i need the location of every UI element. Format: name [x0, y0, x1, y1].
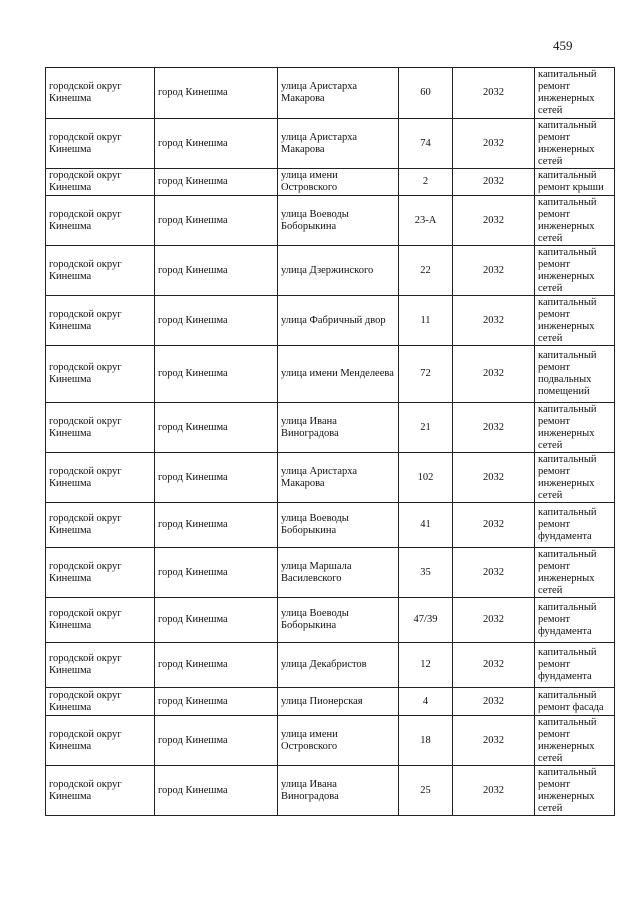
- work-type-cell: капитальный ремонт инженерных сетей: [535, 196, 615, 246]
- house-number-cell: 41: [399, 503, 453, 548]
- city-cell: город Кинешма: [155, 548, 278, 598]
- house-number-cell: 25: [399, 766, 453, 816]
- district-cell: городской округ Кинешма: [46, 403, 155, 453]
- street-cell: улица Фабричный двор: [278, 296, 399, 346]
- district-cell: городской округ Кинешма: [46, 643, 155, 688]
- work-type-cell: капитальный ремонт инженерных сетей: [535, 766, 615, 816]
- city-cell: город Кинешма: [155, 403, 278, 453]
- registry-body: [46, 68, 615, 816]
- table-row: [46, 403, 615, 453]
- table-row: [46, 688, 615, 716]
- city-cell: город Кинешма: [155, 453, 278, 503]
- work-type-cell: капитальный ремонт инженерных сетей: [535, 119, 615, 169]
- work-type-cell: капитальный ремонт инженерных сетей: [535, 548, 615, 598]
- street-cell: улица Аристарха Макарова: [278, 119, 399, 169]
- table-row: [46, 169, 615, 196]
- page-number: 459: [553, 38, 573, 53]
- city-cell: город Кинешма: [155, 68, 278, 119]
- house-number-cell: 22: [399, 246, 453, 296]
- city-cell: город Кинешма: [155, 643, 278, 688]
- street-cell: улица Ивана Виноградова: [278, 766, 399, 816]
- year-cell: 2032: [453, 403, 535, 453]
- district-cell: городской округ Кинешма: [46, 68, 155, 119]
- year-cell: 2032: [453, 246, 535, 296]
- table-row: [46, 548, 615, 598]
- work-type-cell: капитальный ремонт инженерных сетей: [535, 716, 615, 766]
- house-number-cell: 21: [399, 403, 453, 453]
- city-cell: город Кинешма: [155, 246, 278, 296]
- city-cell: город Кинешма: [155, 716, 278, 766]
- house-number-cell: 2: [399, 169, 453, 196]
- district-cell: городской округ Кинешма: [46, 716, 155, 766]
- year-cell: 2032: [453, 119, 535, 169]
- district-cell: городской округ Кинешма: [46, 453, 155, 503]
- house-number-cell: 35: [399, 548, 453, 598]
- city-cell: город Кинешма: [155, 296, 278, 346]
- street-cell: улица Воеводы Боборыкина: [278, 598, 399, 643]
- table-row: [46, 68, 615, 119]
- table-row: [46, 453, 615, 503]
- table-row: [46, 503, 615, 548]
- work-type-cell: капитальный ремонт фундамента: [535, 503, 615, 548]
- house-number-cell: 18: [399, 716, 453, 766]
- city-cell: город Кинешма: [155, 766, 278, 816]
- house-number-cell: 102: [399, 453, 453, 503]
- work-type-cell: капитальный ремонт инженерных сетей: [535, 403, 615, 453]
- house-number-cell: 12: [399, 643, 453, 688]
- street-cell: улица имени Островского: [278, 169, 399, 196]
- house-number-cell: 11: [399, 296, 453, 346]
- table-row: [46, 716, 615, 766]
- table-row: [46, 346, 615, 403]
- year-cell: 2032: [453, 346, 535, 403]
- house-number-cell: 47/39: [399, 598, 453, 643]
- work-type-cell: капитальный ремонт фундамента: [535, 598, 615, 643]
- district-cell: городской округ Кинешма: [46, 296, 155, 346]
- table-row: [46, 643, 615, 688]
- city-cell: город Кинешма: [155, 169, 278, 196]
- district-cell: городской округ Кинешма: [46, 598, 155, 643]
- table-row: [46, 766, 615, 816]
- district-cell: городской округ Кинешма: [46, 548, 155, 598]
- year-cell: 2032: [453, 453, 535, 503]
- city-cell: город Кинешма: [155, 503, 278, 548]
- street-cell: улица имени Менделеева: [278, 346, 399, 403]
- street-cell: улица Аристарха Макарова: [278, 68, 399, 119]
- work-type-cell: капитальный ремонт крыши: [535, 169, 615, 196]
- district-cell: городской округ Кинешма: [46, 169, 155, 196]
- table-row: [46, 196, 615, 246]
- work-type-cell: капитальный ремонт фундамента: [535, 643, 615, 688]
- city-cell: город Кинешма: [155, 598, 278, 643]
- work-type-cell: капитальный ремонт подвальных помещений: [535, 346, 615, 403]
- street-cell: улица Аристарха Макарова: [278, 453, 399, 503]
- work-type-cell: капитальный ремонт инженерных сетей: [535, 453, 615, 503]
- work-type-cell: капитальный ремонт инженерных сетей: [535, 246, 615, 296]
- district-cell: городской округ Кинешма: [46, 766, 155, 816]
- street-cell: улица Дзержинского: [278, 246, 399, 296]
- street-cell: улица Воеводы Боборыкина: [278, 503, 399, 548]
- city-cell: город Кинешма: [155, 119, 278, 169]
- table-row: [46, 598, 615, 643]
- street-cell: улица Маршала Василевского: [278, 548, 399, 598]
- year-cell: 2032: [453, 169, 535, 196]
- city-cell: город Кинешма: [155, 346, 278, 403]
- district-cell: городской округ Кинешма: [46, 503, 155, 548]
- year-cell: 2032: [453, 688, 535, 716]
- house-number-cell: 23-А: [399, 196, 453, 246]
- registry-table: [45, 67, 615, 816]
- house-number-cell: 74: [399, 119, 453, 169]
- street-cell: улица Воеводы Боборыкина: [278, 196, 399, 246]
- year-cell: 2032: [453, 643, 535, 688]
- city-cell: город Кинешма: [155, 196, 278, 246]
- house-number-cell: 72: [399, 346, 453, 403]
- year-cell: 2032: [453, 598, 535, 643]
- year-cell: 2032: [453, 503, 535, 548]
- street-cell: улица Ивана Виноградова: [278, 403, 399, 453]
- house-number-cell: 4: [399, 688, 453, 716]
- city-cell: город Кинешма: [155, 688, 278, 716]
- district-cell: городской округ Кинешма: [46, 246, 155, 296]
- year-cell: 2032: [453, 716, 535, 766]
- table-row: [46, 296, 615, 346]
- table-row: [46, 119, 615, 169]
- work-type-cell: капитальный ремонт инженерных сетей: [535, 296, 615, 346]
- year-cell: 2032: [453, 766, 535, 816]
- district-cell: городской округ Кинешма: [46, 119, 155, 169]
- work-type-cell: капитальный ремонт инженерных сетей: [535, 68, 615, 119]
- year-cell: 2032: [453, 196, 535, 246]
- year-cell: 2032: [453, 296, 535, 346]
- house-number-cell: 60: [399, 68, 453, 119]
- work-type-cell: капитальный ремонт фасада: [535, 688, 615, 716]
- year-cell: 2032: [453, 68, 535, 119]
- street-cell: улица имени Островского: [278, 716, 399, 766]
- district-cell: городской округ Кинешма: [46, 688, 155, 716]
- year-cell: 2032: [453, 548, 535, 598]
- district-cell: городской округ Кинешма: [46, 196, 155, 246]
- table-row: [46, 246, 615, 296]
- district-cell: городской округ Кинешма: [46, 346, 155, 403]
- street-cell: улица Пионерская: [278, 688, 399, 716]
- street-cell: улица Декабристов: [278, 643, 399, 688]
